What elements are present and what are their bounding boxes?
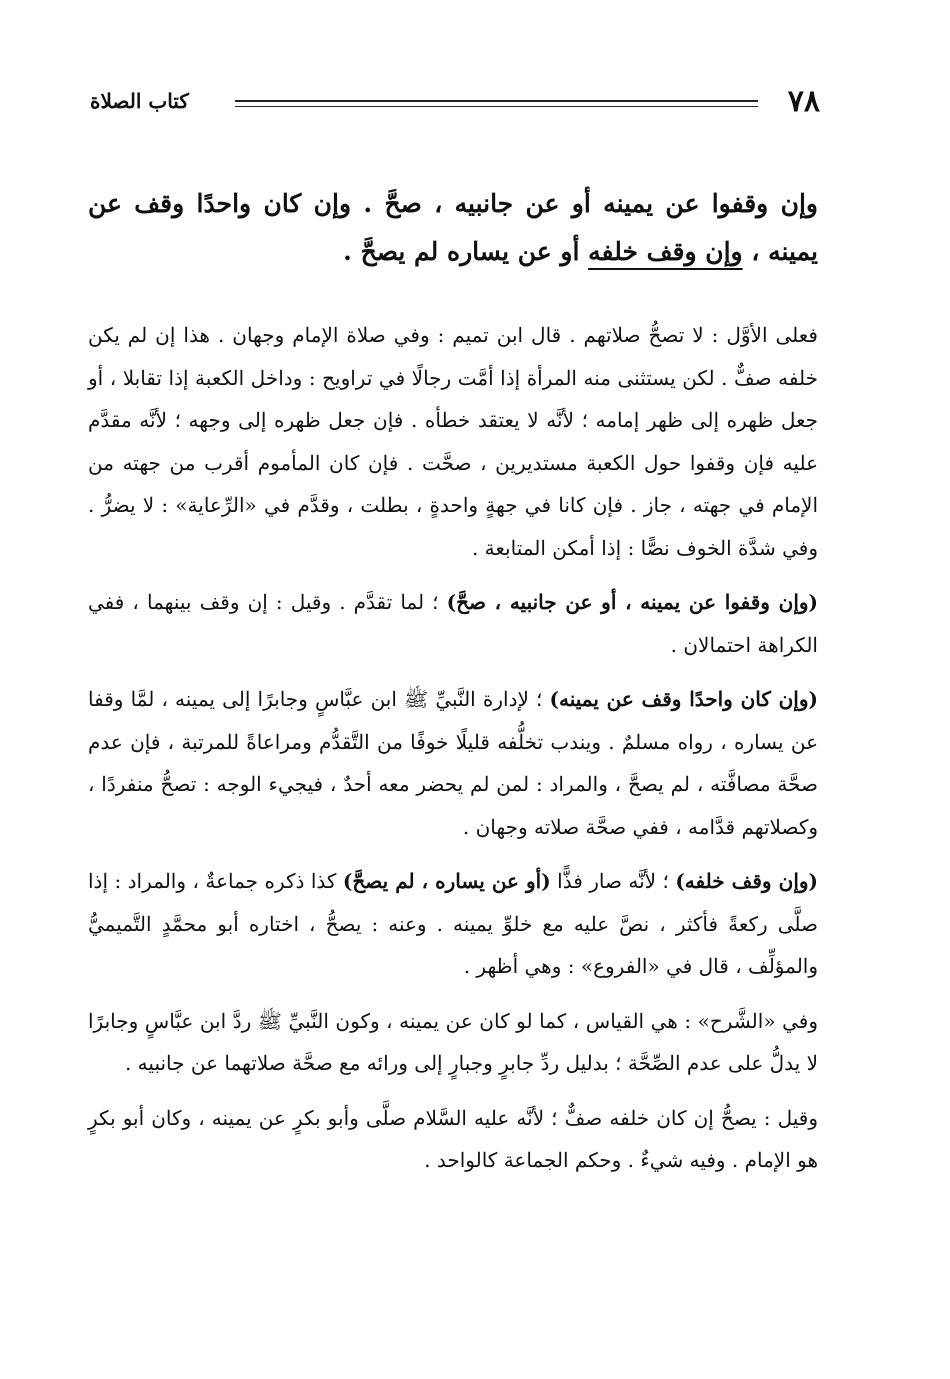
paragraph-text-2: كذا ذكره جماعةٌ ، والمراد : إذا صلَّى ركعةً فأكثر ، نصَّ عليه مع خلوِّ يمينه . وعنه : يصحُّ ، اختاره أبو محمَّدٍ التَّميميُّ والمؤلِّف ، قال في «الفروع» : وهي أظهر .: [88, 869, 818, 978]
quoted-matn-2: (أو عن يساره ، لم يصحَّ): [342, 869, 551, 893]
paragraph-text: ؛ لأنَّه صار فذًّا: [550, 869, 676, 893]
paragraph-text: ؛ لما تقدَّم . وقيل : إن وقف بينهما ، ففي الكراهة احتمالان .: [88, 590, 818, 657]
paragraph-text: وفي «الشَّرح» : هي القياس ، كما لو كان عن يمينه ، وكون النَّبيِّ ﷺ ردَّ ابن عبَّاسٍ وجابرًا لا يدلُّ على عدم الصِّحَّة ؛ بدليل ردِّ جابرٍ وجبارٍ إلى ورائه مع صحَّة صلاتهما عن جانبيه .: [88, 1008, 818, 1075]
quoted-matn: (وإن كان واحدًا وقف عن يمينه): [549, 687, 818, 711]
commentary-paragraph-5: [88, 1000, 818, 1085]
quoted-matn: (وإن وقفوا عن يمينه ، أو عن جانبيه ، صحَّ): [446, 590, 818, 614]
commentary-paragraph-3: [88, 678, 818, 848]
paragraph-text: فعلى الأوَّل : لا تصحُّ صلاتهم . قال ابن تميم : وفي صلاة الإمام وجهان . هذا إن لم يكن خلفه صفٌّ . لكن يستثنى منه المرأة إذا أمَّت رجالًا في تراويح : وداخل الكعبة إذا تقابلا ، أو جعل ظهره إلى ظهر إمامه ؛ لأنَّه لا يعتقد خطأه . فإن جعل ظهره إلى وجهه ؛ لأنَّه مقدَّم عليه فإن وقفوا حول الكعبة مستديرين ، صحَّت . فإن كان المأموم أقرب من جهته من الإمام في جهته ، جاز . فإن كانا في جهةٍ واحدةٍ ، بطلت ، وقدَّم في «الرِّعاية» : لا يضرُّ . وفي شدَّة الخوف نصًّا : إذا أمكن المتابعة .: [88, 323, 818, 560]
paragraph-text: ؛ لإدارة النَّبيِّ ﷺ ابن عبَّاسٍ وجابرًا إلى يمينه ، لمَّا وقفا عن يساره ، رواه مسلمٌ . ويندب تخلُّفه قليلًا خوفًا من التَّقدُّم ومراعاةً للمرتبة ، فإن عدم صحَّة مصافَّته ، لم يصحَّ ، والمراد : لمن لم يحضر معه أحدٌ ، فيجيء الوجه : تصحُّ منفردًا ، وكصلاتهم قدَّامه ، ففي صحَّة صلاته وجهان .: [88, 687, 818, 839]
commentary-paragraph-1: [88, 314, 818, 569]
page-header: [90, 84, 820, 124]
commentary-paragraph-2: [88, 581, 818, 666]
book-title: كتاب الصلاة: [90, 89, 189, 113]
commentary-paragraph-4: [88, 860, 818, 988]
commentary-paragraph-6: [88, 1097, 818, 1182]
header-rule: [235, 100, 758, 102]
matn-part-1: وإن وقفوا عن يمينه أو عن جانبيه ، صحَّ . وإن كان واحدًا وقف عن يمينه ،: [88, 189, 818, 266]
matn-underlined: وإن وقف خلفه: [588, 237, 743, 266]
paragraph-text: وقيل : يصحُّ إن كان خلفه صفٌّ ؛ لأنَّه عليه السَّلام صلَّى وأبو بكرٍ عن يمينه ، وكان أبو بكرٍ هو الإمام . وفيه شيءٌ . وحكم الجماعة كالواحد .: [88, 1105, 818, 1172]
quoted-matn: (وإن وقف خلفه): [675, 869, 818, 893]
matn-part-2: أو عن يساره لم يصحَّ .: [343, 237, 589, 266]
page-body: [88, 180, 818, 1194]
matn-text: [88, 180, 818, 276]
page-number: ٧٨: [787, 84, 820, 119]
